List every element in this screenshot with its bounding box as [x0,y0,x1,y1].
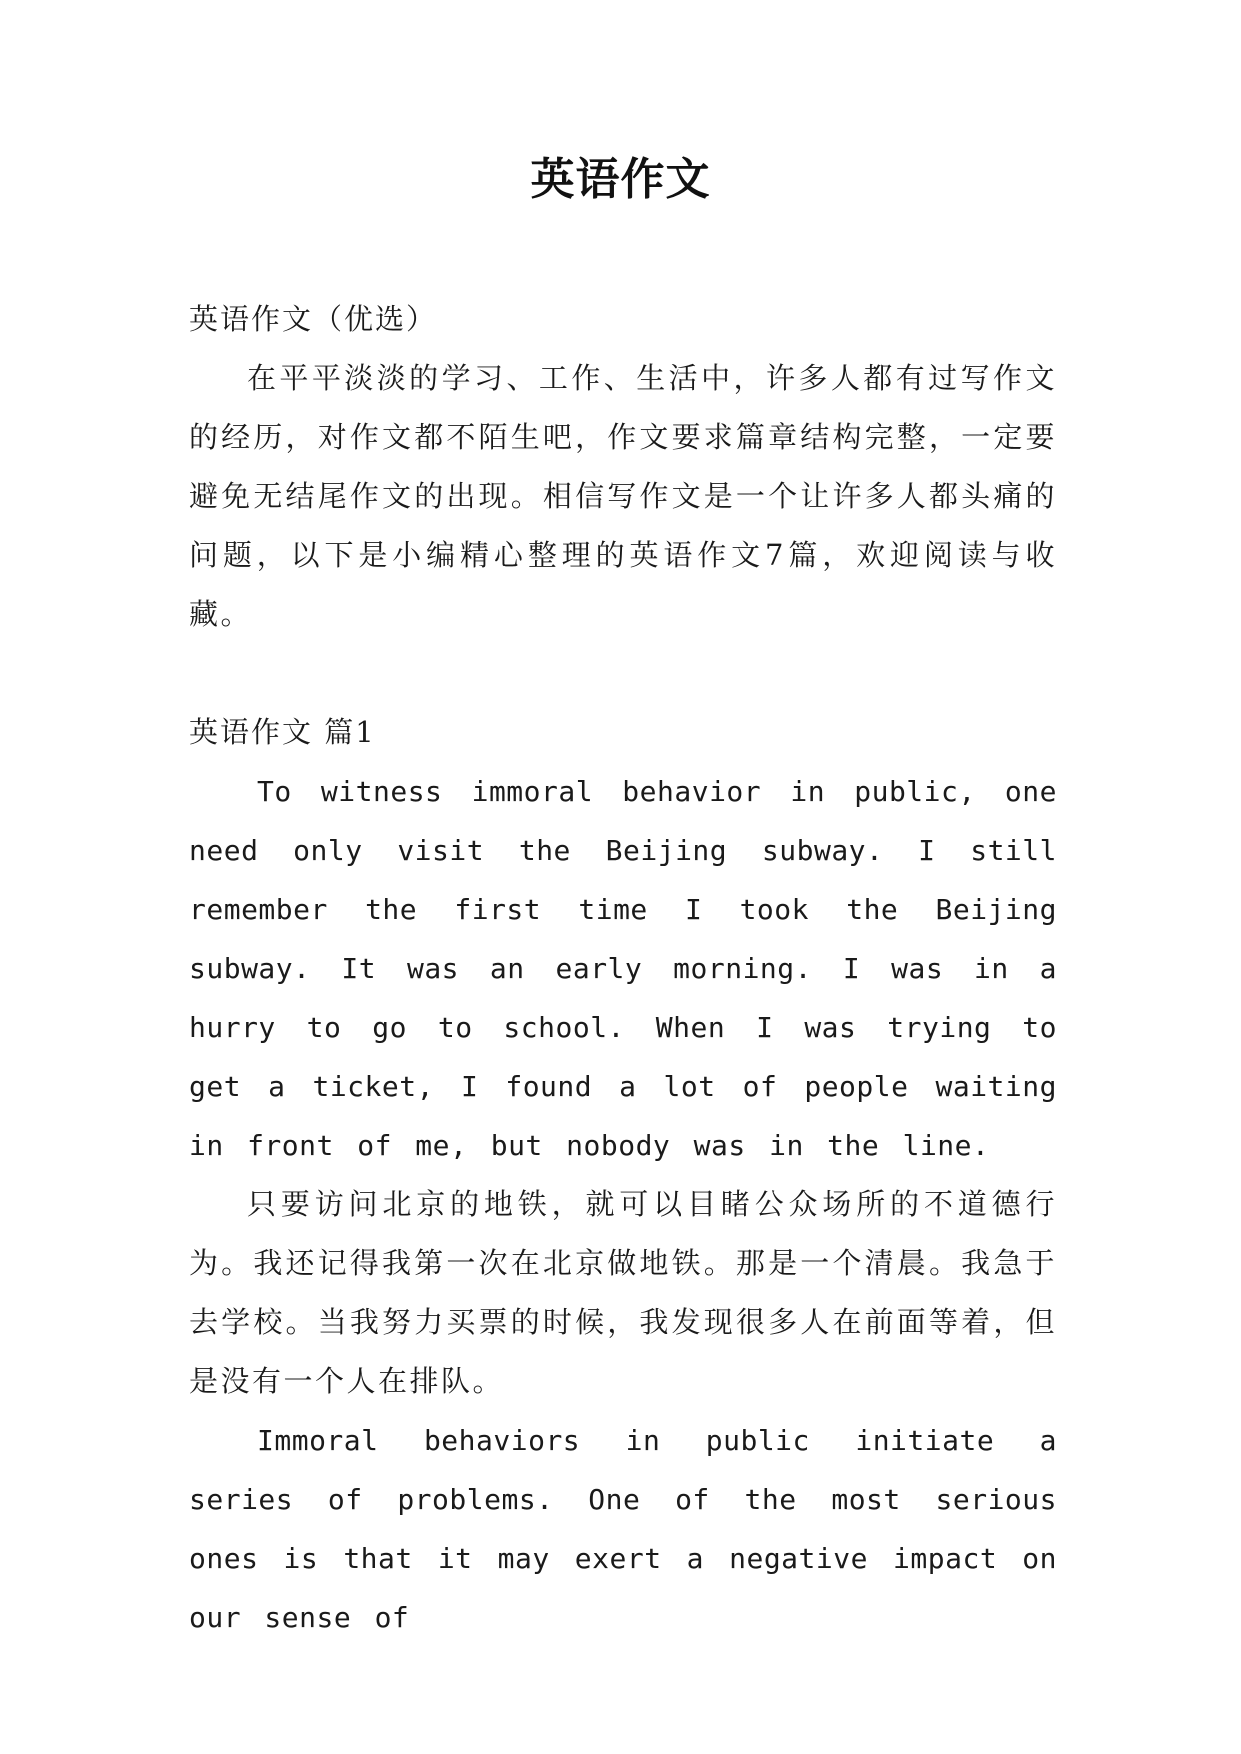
intro-paragraph: 在平平淡淡的学习、工作、生活中，许多人都有过写作文的经历，对作文都不陌生吧，作文要求篇章结构完整，一定要避免无结尾作文的出现。相信写作文是一个让许多人都头痛的问题，以下是小编精心整理的英语作文7篇，欢迎阅读与收藏。 [189,361,1057,631]
english-paragraph-2: Immoral behaviors in public initiate a series of problems. One of the most serious ones is that it may exert a negative impact on our sense of [189,1424,1057,1634]
document-title: 英语作文 [530,154,711,205]
document-subtitle: 英语作文（优选） [189,302,438,336]
chinese-paragraph-1: 只要访问北京的地铁，就可以目睹公众场所的不道德行为。我还记得我第一次在北京做地铁。那是一个清晨。我急于去学校。当我努力买票的时候，我发现很多人在前面等着，但是没有一个人在排队。 [189,1187,1057,1398]
document-body [189,290,1057,1647]
section-heading: 英语作文 篇1 [189,715,376,749]
section-gap [189,644,1057,703]
english-paragraph-1: To witness immoral behavior in public, one need only visit the Beijing subway. I still remember the first time I took the Beijing subway. It was an early morning. I was in a hurry to go to school. When I was trying to get a ticket, I found a lot of people waiting in front of me, but nobody was in the line. [189,775,1057,1162]
